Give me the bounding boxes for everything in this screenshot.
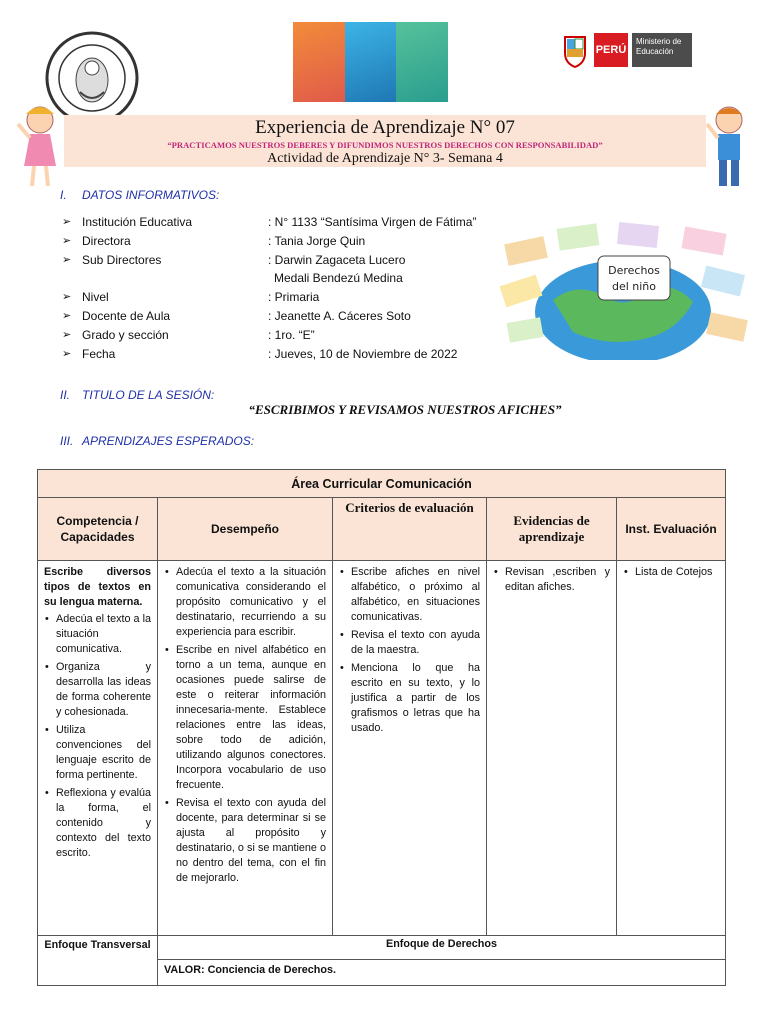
arrow-bullet-icon: ➢ [62, 216, 72, 228]
header-evidencias: Evidencias de aprendizaje [486, 497, 617, 561]
header-competencia: Competencia / Capacidades [37, 497, 158, 561]
info-row: ➢ Institución Educativa : N° 1133 “Santísima Virgen de Fátima” [62, 213, 512, 232]
valor-text: VALOR: Conciencia de Derechos. [157, 959, 726, 986]
cell-criterios [332, 560, 487, 936]
list-item: • Escribe afiches en nivel alfabético, o próximo al alfabético, en situaciones comunicativas. [339, 565, 480, 625]
learning-table [37, 469, 726, 986]
arrow-bullet-icon: ➢ [62, 347, 72, 360]
svg-text:del niño: del niño [611, 280, 657, 293]
info-row: ➢ Fecha : Jueves, 10 de Noviembre de 2022 [62, 345, 512, 364]
enfoque-name: Enfoque de Derechos [157, 935, 726, 960]
header-desempeno: Desempeño [157, 497, 333, 561]
arrow-bullet-icon: ➢ [62, 253, 72, 266]
list-item: • Reflexiona y evalúa la forma, el contenido y contexto del texto escrito. [44, 786, 151, 861]
header-criterios: Criterios de evaluación [332, 497, 487, 561]
session-title: “ESCRIBIMOS Y REVISAMOS NUESTROS AFICHES” [248, 402, 562, 417]
list-item: • Menciona lo que ha escrito en su texto, y lo justifica a partir de los grafismos o letras que ha usado. [339, 661, 480, 736]
info-row: Medali Bendezú Medina [274, 271, 403, 286]
arrow-bullet-icon: ➢ [62, 291, 72, 304]
section-heading-aprendizajes: III. APRENDIZAJES ESPERADOS: [60, 434, 255, 448]
list-item: • Adecúa el texto a la situación comunicativa. [44, 612, 151, 657]
svg-text:Derechos: Derechos [608, 264, 660, 277]
peru-brand: PERÚ [594, 33, 628, 67]
info-row: ➢ Grado y sección : 1ro. “E” [62, 326, 512, 345]
boy-cartoon-image [703, 100, 755, 192]
info-row: ➢ Docente de Aula : Jeanette A. Cáceres Soto [62, 307, 512, 326]
arrow-bullet-icon: ➢ [62, 309, 72, 322]
list-item: • Lista de Cotejos [623, 565, 719, 580]
enfoque-label: Enfoque Transversal [37, 935, 158, 986]
list-item: • Revisa el texto con ayuda del docente, para determinar si se ajusta al propósito y destinatario, o si se mantiene o no dentro del tema, con el fin de mejorarlo. [164, 796, 326, 886]
list-item: • Escribe en nivel alfabético en torno a un tema, aunque en ocasiones puede salirse de este o reiterar información innecesaria-mente. Establece relaciones entre las ideas, sobre todo de adición, utilizando algunos conectores. Incorpora vocabulario de uso frecuente. [164, 643, 326, 793]
list-item: • Adecúa el texto a la situación comunicativa considerando el propósito comunicativo y el destinatario, recurriendo a su experiencia para escribir. [164, 565, 326, 640]
ministry-logo [560, 28, 694, 72]
info-row: ➢ Directora : Tania Jorge Quin [62, 232, 512, 251]
experience-title: Experiencia de Aprendizaje N° 07 [255, 117, 515, 138]
cell-evidencias [486, 560, 617, 936]
section-heading-datos: I. DATOS INFORMATIVOS: [60, 188, 220, 202]
cell-instrumento [616, 560, 726, 936]
title-band [64, 115, 706, 167]
list-item: • Organiza y desarrolla las ideas de forma coherente y cohesionada. [44, 660, 151, 720]
info-row: ➢ Sub Directores : Darwin Zagaceta Lucero [62, 251, 512, 270]
info-row: ➢ Nivel : Primaria [62, 288, 512, 307]
area-title: Área Curricular Comunicación [37, 469, 726, 498]
header-instrumento: Inst. Evaluación [616, 497, 726, 561]
arrow-bullet-icon: ➢ [62, 328, 72, 341]
cell-desempeno [157, 560, 333, 936]
childrens-rights-globe-image [498, 220, 748, 360]
list-item: • Revisa el texto con ayuda de la maestra. [339, 628, 480, 658]
section-heading-titulo: II. TITULO DE LA SESIÓN: [60, 388, 215, 402]
competencia-lead: Escribe diversos tipos de textos en su lengua materna. [44, 566, 151, 608]
activity-title: Actividad de Aprendizaje N° 3- Semana 4 [267, 151, 503, 166]
list-item: • Revisan ,escriben y editan afiches. [493, 565, 610, 595]
arrow-bullet-icon: ➢ [62, 234, 72, 247]
experience-subtitle: “PRACTICAMOS NUESTROS DEBERES Y DIFUNDIMOS NUESTROS DERECHOS CON RESPONSABILIDAD” [167, 140, 603, 150]
info-list [62, 213, 512, 363]
cell-competencia [37, 560, 158, 936]
girl-cartoon-image [14, 100, 64, 192]
ministry-name: Ministerio de Educación [632, 33, 692, 67]
students-collage-image [293, 22, 448, 102]
coat-of-arms-icon [560, 31, 590, 69]
list-item: • Utiliza convenciones del lenguaje escrito de forma pertinente. [44, 723, 151, 783]
